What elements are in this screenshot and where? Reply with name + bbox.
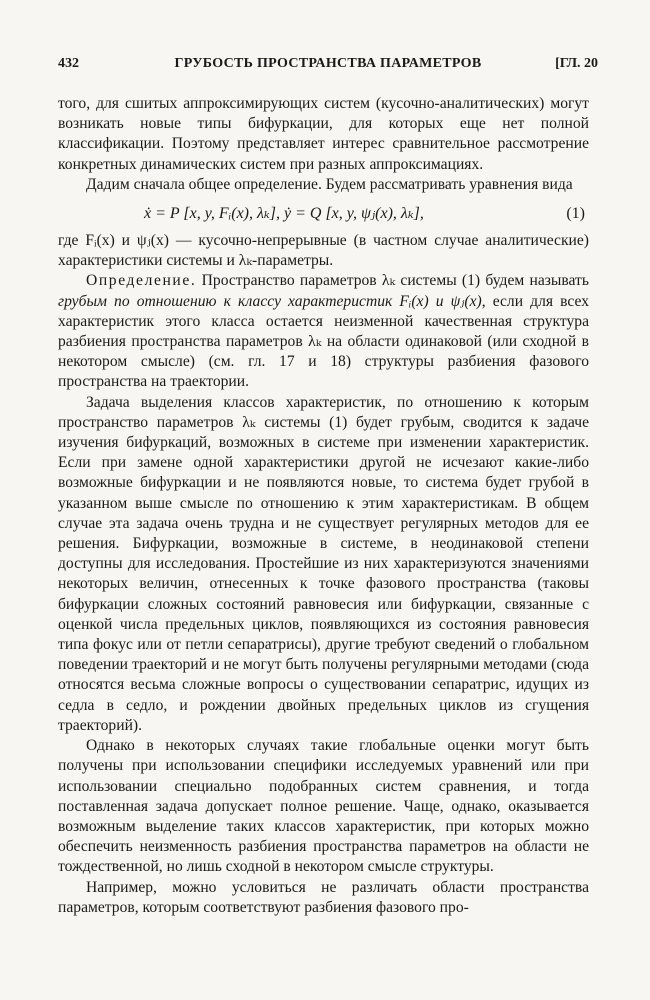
equation-1 [58,198,589,230]
page-body [58,94,589,918]
running-title: ГРУБОСТЬ ПРОСТРАНСТВА ПАРАМЕТРОВ [174,56,482,71]
paragraph-1: того, для сшитых аппроксимирующих систем (кусочно-аналитических) могут возникать новые типы бифуркации, для которых еще нет полной классификации. Поэтому представляет интерес сравнительное рассмотрение конкретных динамических систем при разных аппроксимациях. [58,95,589,173]
paragraph-2: Дадим сначала общее определение. Будем рассматривать уравнения вида [86,175,573,193]
definition-text-2: , если для всех характеристик этого класса остается неизменной качественная структура разбиения пространства параметров λₖ на области одинаковой (или сходной в некотором смысле) (см. гл. 17 и 18) структуры разбиения фазового пространства на траектории. [58,292,589,391]
running-header [58,56,598,76]
paragraph-7: Например, можно условиться не различать области пространства параметров, которым соответствуют разбиения фазового про- [58,878,589,916]
definition-text-1: Пространство параметров λₖ системы (1) будем называть [196,272,589,290]
equation-expression: ẋ = P [x, y, Fᵢ(x), λₖ], ẏ = Q [x, y, ψⱼ(x), λₖ], [144,205,424,223]
paragraph-6: Однако в некоторых случаях такие глобальные оценки могут быть получены при использовании специфики исследуемых уравнений или при использовании специально подобранных систем сравнения, и тогда поставленная задача допускает полное решение. Чаще, однако, оказывается возможным выделение таких классов характеристик, при которых можно обеспечить неизменность разбиения пространства параметров на области не тождественной, но лишь сходной в некотором смысле структуры. [58,737,589,876]
chapter-label: [ГЛ. 20 [555,56,598,71]
definition-paragraph [58,271,589,392]
equation-number: (1) [566,205,585,223]
paragraph-3: где Fᵢ(x) и ψⱼ(x) — кусочно-непрерывные (в частном случае аналитические) характеристики системы и λₖ-параметры. [58,232,589,270]
page-number: 432 [58,56,79,71]
paragraph-5: Задача выделения классов характеристик, по отношению к которым пространство параметров λₖ системы (1) будет грубым, сводится к задаче изучения бифуркаций, возможных в системе при изменении характеристик. Если при замене одной характеристики другой не исчезают какие-либо возможные бифуркации и не появляются новые, то система будет грубой в указанном выше смысле по отношению к этим характеристикам. В общем случае эта задача очень трудна и не существует регулярных методов для ее решения. Бифуркации, возможные в системе, в неодинаковой степени доступны для исследования. Простейшие из них характеризуются значениями некоторых величин, отнесенных к точке фазового пространства (таковы бифуркации сложных состояний равновесия или бифуркации, связанные с оценкой числа предельных циклов, появляющихся из состояния равновесия типа фокус или от петли сепаратрисы), другие требуют сведений о глобальном поведении траекторий и не могут быть получены регулярными методами (сюда относятся весьма сложные вопросы о существовании сепаратрис, идущих из седла в седло, и рождении двойных предельных циклов из сгущения траекторий). [58,393,589,734]
definition-emphasis: грубым по отношению к классу характеристик Fᵢ(x) и ψⱼ(x) [58,292,482,310]
definition-term: Определение. [86,272,197,290]
